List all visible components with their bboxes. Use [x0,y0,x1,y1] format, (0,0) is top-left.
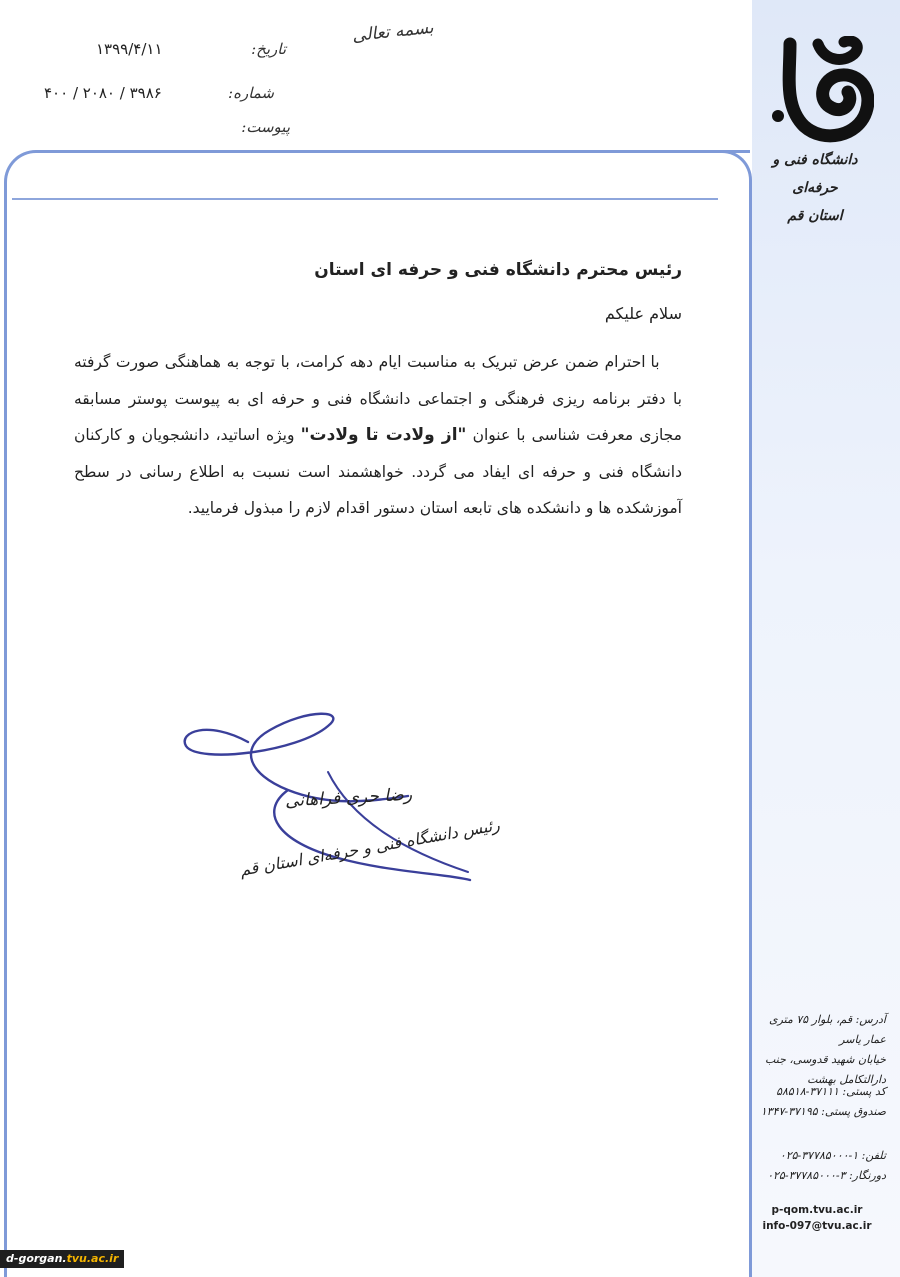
contact-phone [746,1146,886,1186]
paragraph-text-start: با احترام ضمن عرض تبریک به مناسبت ایام دهه کرامت، با توجه به هماهنگی صورت گرفته با دفتر برنامه ریزی فرهنگی و اجتماعی دانشگاه فنی و حرفه ای به پیوست پوستر مسابقه مجازی معرفت شناسی با عنوان [74,353,682,444]
postal-code: کد پستی: ۳۷۱۱۱-۵۸۵۱۸ [776,1085,886,1098]
basmala: بسمه تعالی [351,17,435,47]
contact-address [746,1010,886,1090]
frame-header-divider [12,198,718,200]
university-name [760,146,870,230]
contact-postal [746,1082,886,1122]
phone: تلفن: ۱-۳۷۷۸۵۰۰۰-۰۲۵ [779,1149,886,1162]
university-logo-icon [770,36,874,146]
university-name-line2: استان قم [787,208,843,224]
watermark-suffix: tvu.ac.ir [66,1252,119,1265]
date-value: ۱۳۹۹/۴/۱۱ [96,40,163,58]
signatory-title: رئیس دانشگاه فنی و حرفه‌ای استان قم [238,815,502,880]
number-row [44,84,274,102]
contact-web [752,1202,882,1234]
address-line2: خیابان شهید قدوسی، جنب دارالتکامل بهشت [764,1053,886,1086]
competition-title: "از ولادت تا ولادت" [300,425,467,445]
university-name-line1: دانشگاه فنی و حرفه‌ای [772,152,858,196]
attachment-label: پیوست: [241,118,290,136]
watermark-prefix: d-gorgan. [6,1252,67,1265]
recipient-heading: رئیس محترم دانشگاه فنی و حرفه ای استان [314,260,682,280]
number-value: ۴۰۰ / ۲۰۸۰ / ۳۹۸۶ [44,84,162,102]
date-row [96,40,286,58]
website-link[interactable]: p-qom.tvu.ac.ir [771,1204,863,1216]
fax: دورنگار: ۳-۳۷۷۸۵۰۰۰-۰۲۵ [767,1169,886,1182]
site-watermark [0,1250,124,1268]
letter-body [74,258,682,527]
paragraph-text-end: ویژه اساتید، دانشجویان و کارکنان دانشگاه فنی و حرفه ای ایفاد می گردد. خواهشمند است نسبت به اطلاع رسانی در سطح آموزشکده ها و دانشکده های تابعه استان دستور اقدام لازم را مبذول فرمایید. [74,426,682,517]
attachment-row [230,118,290,136]
number-label: شماره: [228,84,274,102]
greeting: سلام علیکم [604,304,682,323]
frame-right-curve [700,150,752,210]
date-label: تاریخ: [251,40,286,58]
email-link[interactable]: info-097@tvu.ac.ir [762,1220,872,1232]
po-box: صندوق پستی: ۳۷۱۹۵-۱۳۴۷ [760,1105,886,1118]
signatory-name: رضا حری فراهانی [284,784,413,812]
letter-paragraph [74,344,682,527]
address-line1: آدرس: قم، بلوار ۷۵ متری عمار یاسر [769,1013,886,1046]
